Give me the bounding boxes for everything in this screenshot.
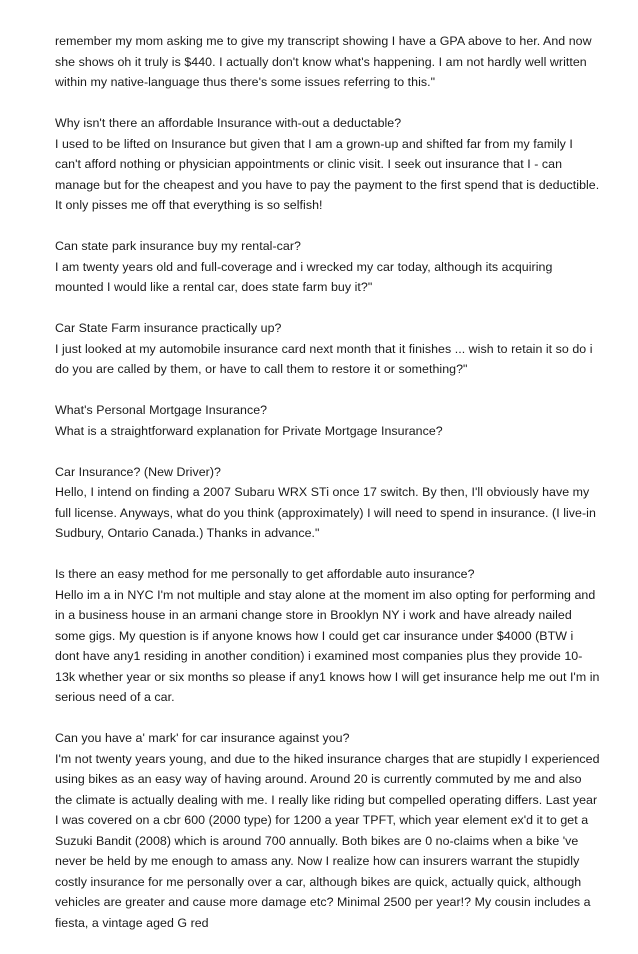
qa-section: [55, 400, 600, 441]
answer-text: What is a straightforward explanation for Private Mortgage Insurance?: [55, 423, 443, 438]
qa-section: [55, 113, 600, 216]
intro-text: remember my mom asking me to give my transcript showing I have a GPA above to her. And now she shows oh it truly is $440. I actually don't know what's happening. I am not hardly well written within my native-language thus there's some issues referring to this.": [55, 34, 592, 89]
answer-text: I used to be lifted on Insurance but given that I am a grown-up and shifted far from my family I can't afford nothing or physician appointments or clinic visit. I seek out insurance that I - can manage but for the cheapest and you have to pay the payment to the first spend that is deductible. It only pisses me off that everything is so selfish!: [55, 136, 600, 212]
qa-section: [55, 236, 600, 298]
question-heading: Car State Farm insurance practically up?: [55, 321, 282, 335]
question-heading: Car Insurance? (New Driver)?: [55, 464, 221, 479]
question-heading: Why isn't there an affordable Insurance with-out a deductable?: [55, 116, 402, 130]
qa-section: [55, 318, 600, 380]
answer-text: I'm not twenty years young, and due to the hiked insurance charges that are stupidly I experienced using bikes as an easy way of having around. Around 20 is currently commuted by me and also the climate is actually dealing with me. I really like riding but compelled operating differs. Last year I was covered on a cbr 600 (2000 type) for 1200 a year TPFT, which year element ex'd it to get a Suzuki Bandit (2008) which is around 700 annually. Both bikes are 0 no-claims when a bike 've never be held by me enough to amass any. Now I realize how can insurers warrant the stupidly costly insurance for me personally over a car, although bikes are quick, actually quick, although vehicles are greater and cause more damage etc? Minimal 2500 per year!? My cousin includes a fiesta, a vintage aged G red: [55, 751, 600, 930]
answer-text: Hello im a in NYC I'm not multiple and stay alone at the moment im also opting for performing and in a business house in an armani change store in Brooklyn NY i work and have already nailed some gigs. My question is if anyone knows how I could get car insurance under $4000 (BTW i dont have any1 residing in another condition) i examined most companies plus they provide 10-13k whether year or six months so please if any1 knows how I will get insurance help me out I'm in serious need of a car.: [55, 587, 600, 704]
answer-text: I just looked at my automobile insurance card next month that it finishes ... wish to retain it so do i do you are called by them, or have to call them to restore it or something?": [55, 341, 593, 376]
qa-section: [55, 462, 600, 544]
question-heading: Can state park insurance buy my rental-car?: [55, 239, 301, 253]
question-heading: Is there an easy method for me personally to get affordable auto insurance?: [55, 567, 475, 581]
qa-section: [55, 728, 600, 933]
answer-text: I am twenty years old and full-coverage and i wrecked my car today, although its acquiring mounted I would like a rental car, does state farm buy it?": [55, 259, 553, 294]
answer-text: Hello, I intend on finding a 2007 Subaru WRX STi once 17 switch. By then, I'll obviously have my full license. Anyways, what do you think (approximately) I will need to spend in insurance. (I live-in Sudbury, Ontario Canada.) Thanks in advance.": [55, 485, 596, 540]
intro-paragraph: [55, 31, 600, 93]
document-page: [55, 31, 600, 954]
question-heading: Can you have a' mark' for car insurance against you?: [55, 731, 350, 745]
question-heading: What's Personal Mortgage Insurance?: [55, 403, 268, 417]
qa-section: [55, 564, 600, 708]
